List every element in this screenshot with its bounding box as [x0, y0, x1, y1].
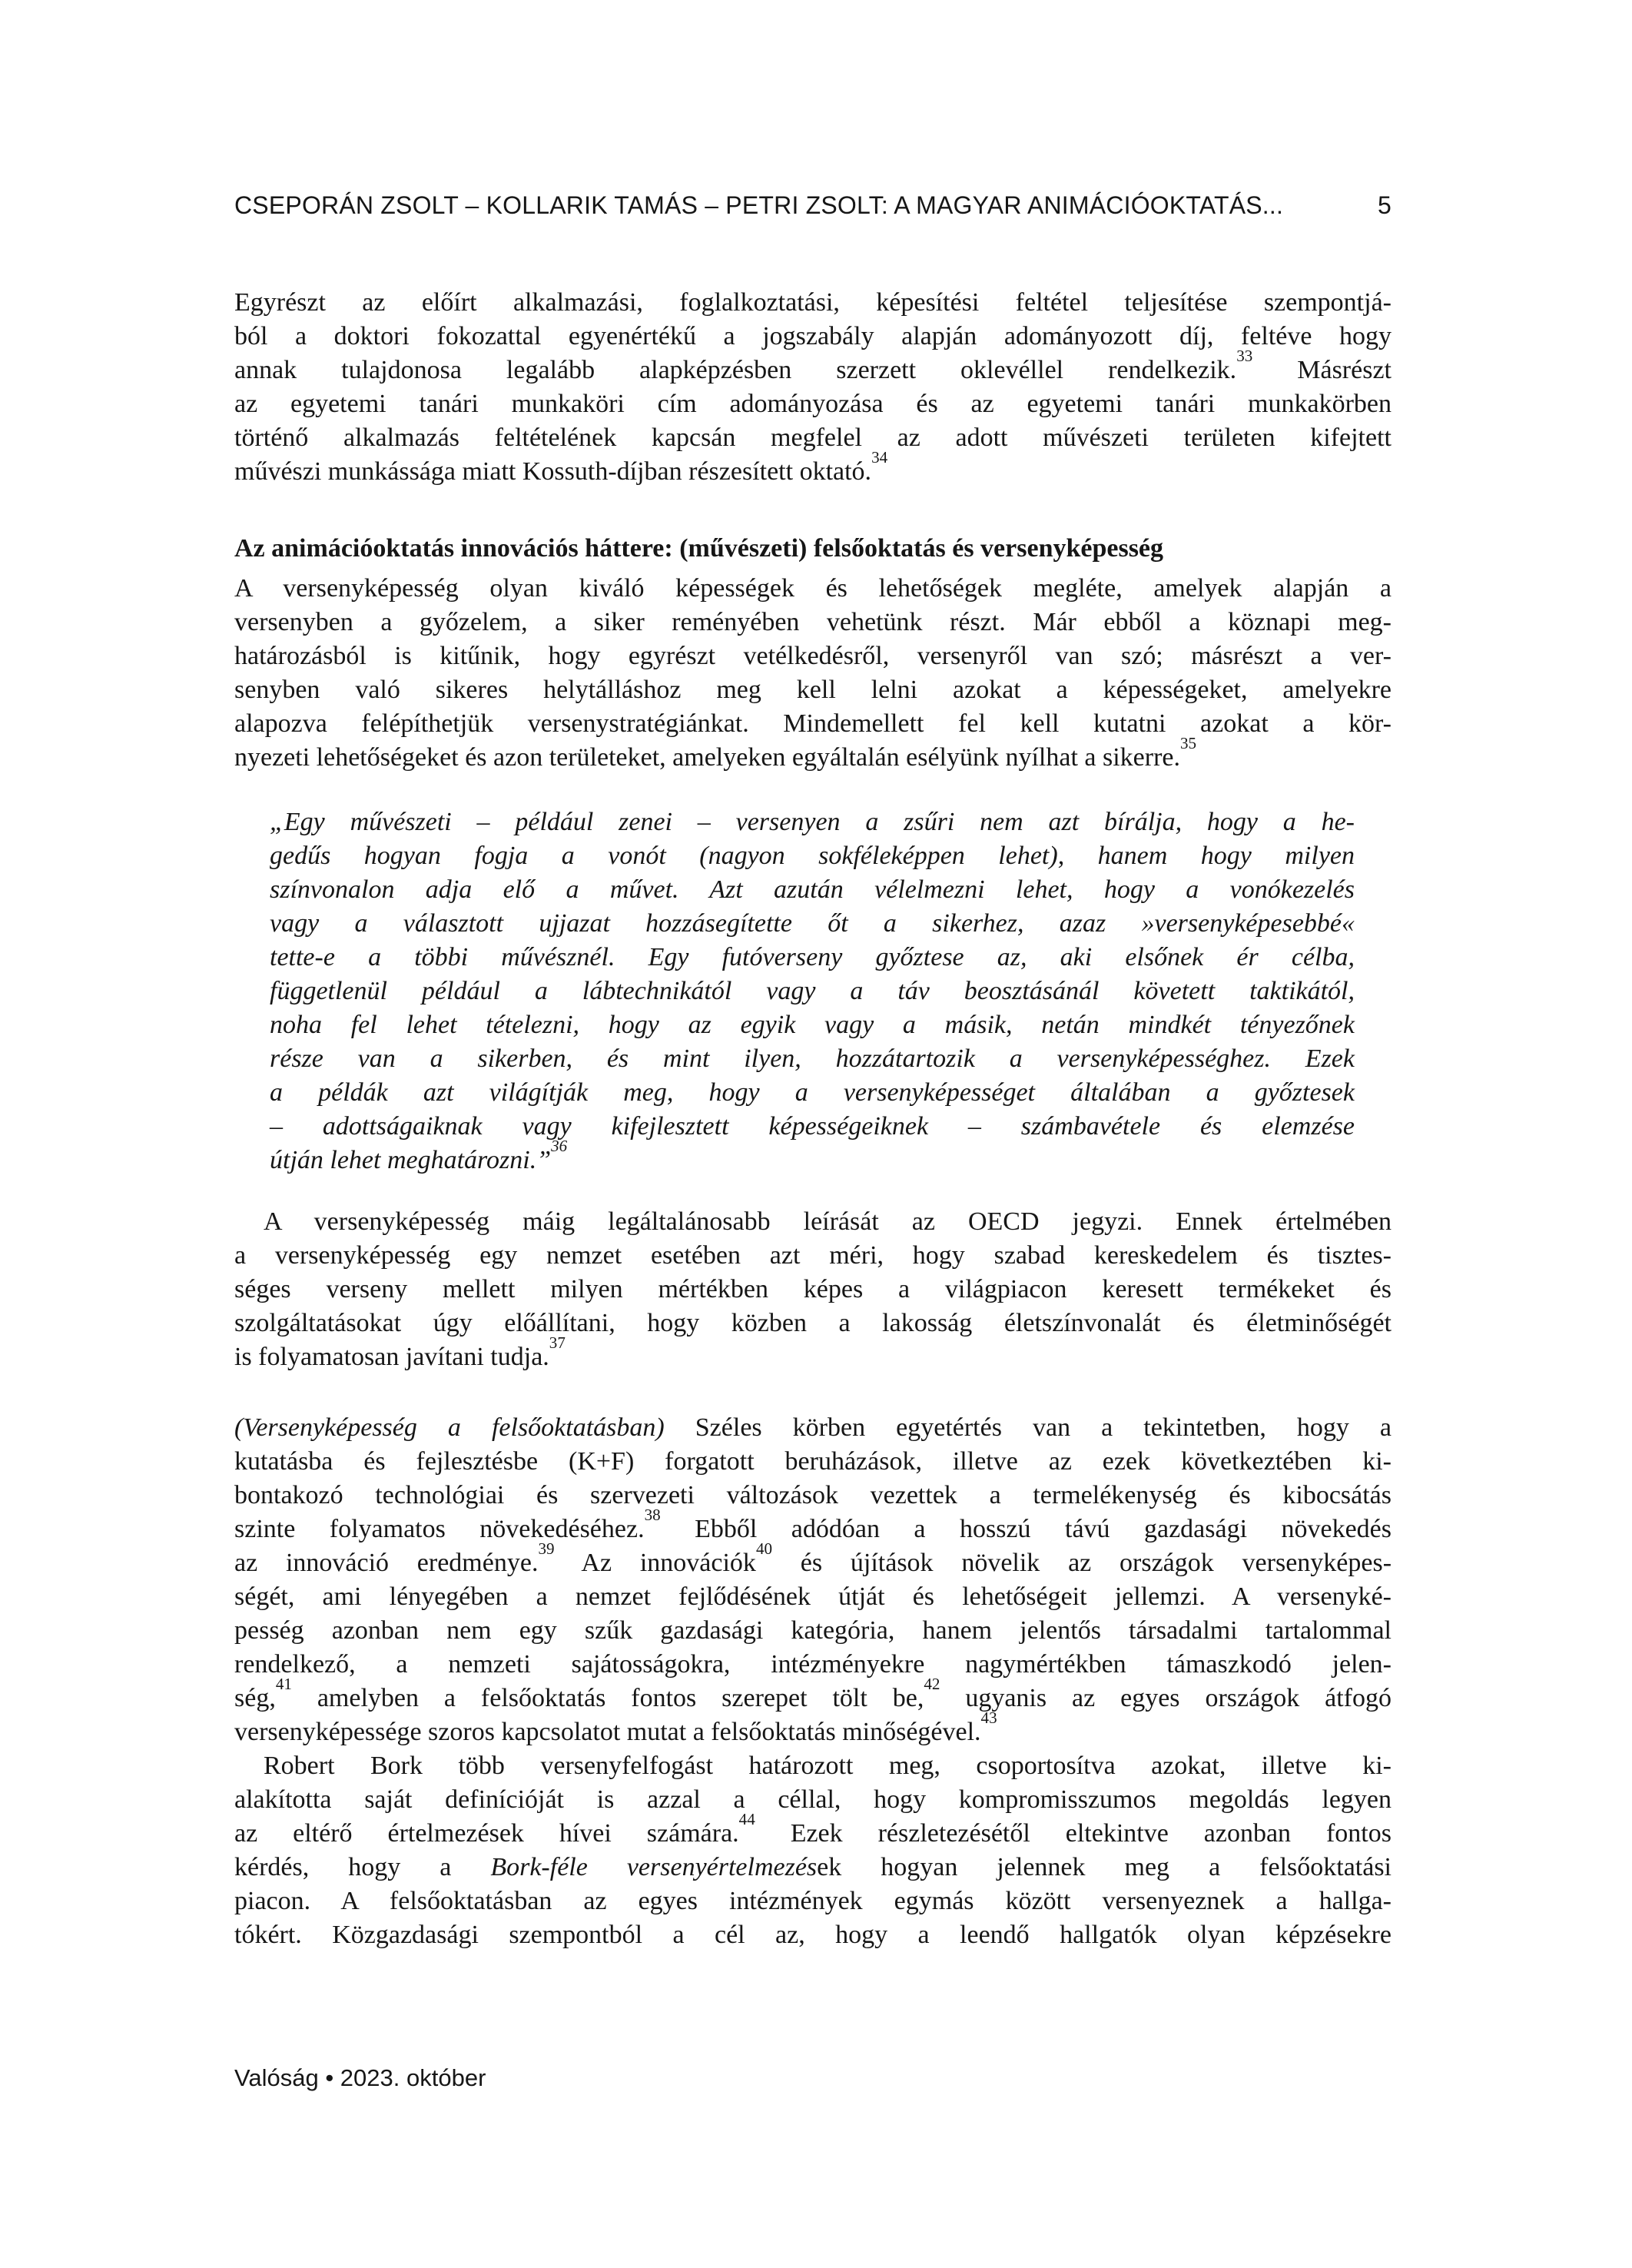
page-footer	[234, 2064, 486, 2092]
page-number: 5	[1378, 191, 1392, 219]
text-line: része van a sikerben, és mint ilyen, hozzátartozik a versenyképességhez. Ezek	[270, 1044, 1355, 1073]
footnote-ref: 42	[924, 1675, 940, 1694]
footnote-ref: 37	[549, 1333, 566, 1353]
text-line: színvonalon adja elő a művet. Azt azután vélelmezni lehet, hogy a vonókezelés	[270, 875, 1355, 904]
footnote-ref: 41	[275, 1675, 292, 1694]
text-line: ség,$^{41}$ amelyben a felsőoktatás fontos szerepet tölt be,$^{42}$ ugyanis az egyes országok átfogó	[234, 1675, 1392, 1712]
text-line: Egyrészt az előírt alkalmazási, foglalkoztatási, képesítési feltétel teljesítése szempontjá-	[234, 288, 1392, 317]
text-line: annak tulajdonosa legalább alapképzésben szerzett oklevéllel rendelkezik.$^{33}$ Másrészt	[234, 347, 1392, 384]
text-line: pesség azonban nem egy szűk gazdasági kategória, hanem jelentős társadalmi tartalommal	[234, 1616, 1392, 1645]
text-line: nyezeti lehetőségeket és azon területeket, amelyeken egyáltalán esélyünk nyílhat a sikerre.$^{35}$	[234, 734, 1197, 772]
text-line: szinte folyamatos növekedéséhez.$^{38}$ Ebből adódóan a hosszú távú gazdasági növekedés	[234, 1506, 1392, 1543]
text-line: a példák azt világítják meg, hogy a versenyképességet általában a győztesek	[270, 1078, 1355, 1107]
footnote-ref: 40	[755, 1539, 773, 1559]
footnote-ref: 34	[871, 448, 888, 467]
text-line: az egyetemi tanári munkaköri cím adományozása és az egyetemi tanári munkakörben	[234, 390, 1392, 418]
footnote-ref: 36	[551, 1137, 568, 1156]
text-line: „Egy művészeti – például zenei – versenyen a zsűri nem azt bírálja, hogy a he-	[270, 808, 1355, 836]
text-line: kutatásba és fejlesztésbe (K+F) forgatott beruházások, illetve az ezek következtében ki-	[234, 1447, 1392, 1476]
running-title: CSEPORÁN ZSOLT – KOLLARIK TAMÁS – PETRI ZSOLT: A MAGYAR ANIMÁCIÓOKTATÁS...	[234, 191, 1284, 219]
text-line: piacon. A felsőoktatásban az egyes intézmények egymás között versenyeznek a hallga-	[234, 1887, 1392, 1915]
text-line: A versenyképesség máig legáltalánosabb leírását az OECD jegyzi. Ennek értelmében	[264, 1207, 1392, 1236]
text-line: Az animációoktatás innovációs háttere: (művészeti) felsőoktatás és versenyképesség	[234, 534, 1164, 563]
text-line: függetlenül például a lábtechnikától vagy a táv beosztásánál követett taktikától,	[270, 977, 1355, 1005]
text-line: (Versenyképesség a felsőoktatásban) Széles körben egyetértés van a tekintetben, hogy a	[234, 1413, 1392, 1442]
emphasized-text: (Versenyképesség a felsőoktatásban)	[234, 1413, 665, 1442]
block-quote	[270, 805, 1355, 1177]
section-heading	[234, 532, 1392, 566]
paragraph	[234, 572, 1392, 775]
text-line: az innováció eredménye.$^{39}$ Az innovációk$^{40}$ és újítások növelik az országok versenyképes-	[234, 1539, 1392, 1577]
paragraph	[234, 1749, 1392, 1952]
text-line: történő alkalmazás feltételének kapcsán megfelel az adott művészeti területen kifejtett	[234, 423, 1392, 452]
text-line: ségét, ami lényegében a nemzet fejlődésének útját és lehetőségeit jellemzi. A versenyké-	[234, 1582, 1392, 1611]
text-line: határozásból is kitűnik, hogy egyrészt vetélkedésről, versenyről van szó; másrészt a ver-	[234, 642, 1392, 670]
text-line: Robert Bork több versenyfelfogást határozott meg, csoportosítva azokat, illetve ki-	[264, 1752, 1392, 1780]
text-line: is folyamatosan javítani tudja.$^{37}$	[234, 1333, 566, 1371]
text-line: kérdés, hogy a Bork-féle versenyértelmezések hogyan jelennek meg a felsőoktatási	[234, 1853, 1392, 1881]
text-line: gedűs hogyan fogja a vonót (nagyon sokféleképpen lehet), hanem hogy milyen	[270, 842, 1355, 870]
footnote-ref: 38	[644, 1506, 661, 1525]
text-line: séges verseny mellett milyen mértékben képes a világpiacon keresett termékeket és	[234, 1275, 1392, 1303]
footnote-ref: 33	[1236, 347, 1253, 366]
text-line: versenyben a győzelem, a siker reményében vehetünk részt. Már ebből a köznapi meg-	[234, 608, 1392, 636]
footnote-ref: 39	[538, 1539, 555, 1559]
paragraph	[234, 286, 1392, 489]
text-line: szolgáltatásokat úgy előállítani, hogy közben a lakosság életszínvonalát és életminőségét	[234, 1309, 1392, 1337]
text-line: rendelkező, a nemzeti sajátosságokra, intézményekre nagymértékben támaszkodó jelen-	[234, 1650, 1392, 1679]
text-line: ból a doktori fokozattal egyenértékű a jogszabály alapján adományozott díj, feltéve hogy	[234, 322, 1392, 350]
text-line: alakította saját definícióját is azzal a céllal, hogy kompromisszumos megoldás legyen	[234, 1785, 1392, 1814]
emphasized-text: Bork-féle versenyértelmezés	[490, 1853, 818, 1881]
text-line: versenyképessége szoros kapcsolatot mutat a felsőoktatás minőségével.$^{43}$	[234, 1708, 997, 1746]
paragraph	[234, 1411, 1392, 1749]
text-line: – adottságaiknak vagy kifejlesztett képességeiknek – számbavétele és elemzése	[270, 1112, 1355, 1141]
text-line: tette-e a többi művésznél. Egy futóverseny győztese az, aki elsőnek ér célba,	[270, 943, 1355, 971]
text-line: senyben való sikeres helytálláshoz meg kell lelni azokat a képességeket, amelyekre	[234, 676, 1392, 704]
text-line: tókért. Közgazdasági szempontból a cél az, hogy a leendő hallgatók olyan képzésekre	[234, 1921, 1392, 1949]
text-line: alapozva felépíthetjük versenystratégiánkat. Mindemellett fel kell kutatni azokat a kör-	[234, 709, 1392, 738]
text-line: útján lehet meghatározni.”$^{36}$	[270, 1137, 568, 1174]
text-line: az eltérő értelmezések hívei számára.$^{44}$ Ezek részletezésétől eltekintve azonban fontos	[234, 1810, 1392, 1848]
text-line: művészi munkássága miatt Kossuth-díjban részesített oktató.$^{34}$	[234, 448, 888, 486]
footnote-ref: 44	[738, 1810, 755, 1829]
footnote-ref: 43	[980, 1708, 997, 1728]
footnote-ref: 35	[1180, 734, 1197, 753]
text-line: noha fel lehet tételezni, hogy az egyik vagy a másik, netán mindkét tényezőnek	[270, 1011, 1355, 1039]
page-header	[234, 191, 1392, 220]
text-line: a versenyképesség egy nemzet esetében azt méri, hogy szabad kereskedelem és tisztes-	[234, 1241, 1392, 1270]
text-line: A versenyképesség olyan kiváló képességek és lehetőségek megléte, amelyek alapján a	[234, 574, 1392, 603]
paragraph	[234, 1205, 1392, 1374]
text-line: vagy a választott ujjazat hozzásegítette őt a sikerhez, azaz »versenyképesebbé«	[270, 909, 1355, 938]
page-body	[234, 286, 1392, 1952]
text-line: bontakozó technológiai és szervezeti változások vezettek a termelékenység és kibocsátás	[234, 1481, 1392, 1509]
journal-issue-label: Valóság • 2023. október	[234, 2064, 486, 2091]
